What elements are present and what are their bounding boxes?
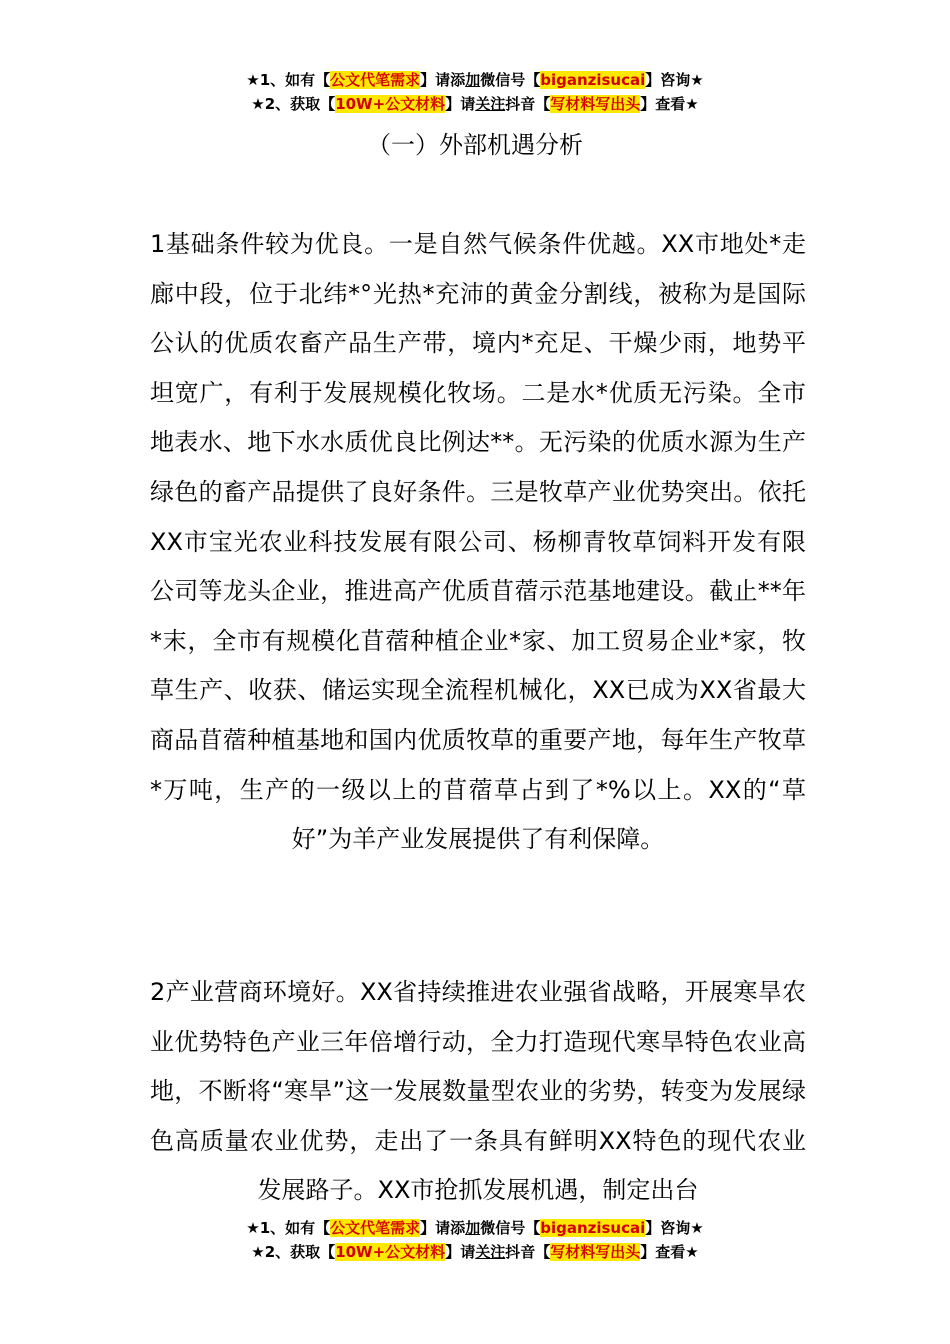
header-banner-line-1: ★1、如有【公文代笔需求】请添加微信号【biganzisucai】咨询★ xyxy=(246,71,704,89)
footer-banner-line-1: ★1、如有【公文代笔需求】请添加微信号【biganzisucai】咨询★ xyxy=(246,1219,704,1237)
header-banner xyxy=(0,68,950,116)
paragraph-1: 1基础条件较为优良。一是自然气候条件优越。XX市地处*走廊中段，位于北纬*°光热*充沛的黄金分割线，被称为是国际公认的优质农畜产品生产带，境内*充足、干燥少雨，地势平坦宽广，有利于发展规模化牧场。二是水*优质无污染。全市地表水、地下水水质优良比例达**。无污染的优质水源为生产绿色的畜产品提供了良好条件。三是牧草产业优势突出。依托XX市宝光农业科技发展有限公司、杨柳青牧草饲料开发有限公司等龙头企业，推进高产优质苜蓿示范基地建设。截止**年*末，全市有规模化苜蓿种植企业*家、加工贸易企业*家，牧草生产、收获、储运实现全流程机械化，XX已成为XX省最大商品苜蓿种植基地和国内优质牧草的重要产地，每年生产牧草*万吨，生产的一级以上的苜蓿草占到了*%以上。XX的“草好”为羊产业发展提供了有利保障。 xyxy=(150,230,806,854)
footer-banner xyxy=(0,1216,950,1264)
paragraph-2: 2产业营商环境好。XX省持续推进农业强省战略，开展寒旱农业优势特色产业三年倍增行动，全力打造现代寒旱特色农业高地，不断将“寒旱”这一发展数量型农业的劣势，转变为发展绿色高质量农业优势，走出了一条具有鲜明XX特色的现代农业发展路子。XX市抢抓发展机遇，制定出台 xyxy=(150,978,806,1205)
footer-banner-line-2: ★2、获取【10W+公文材料】请关注抖音【写材料写出头】查看★ xyxy=(251,1243,699,1261)
section-heading: （一）外部机遇分析 xyxy=(367,131,583,159)
header-banner-line-2: ★2、获取【10W+公文材料】请关注抖音【写材料写出头】查看★ xyxy=(251,95,699,113)
